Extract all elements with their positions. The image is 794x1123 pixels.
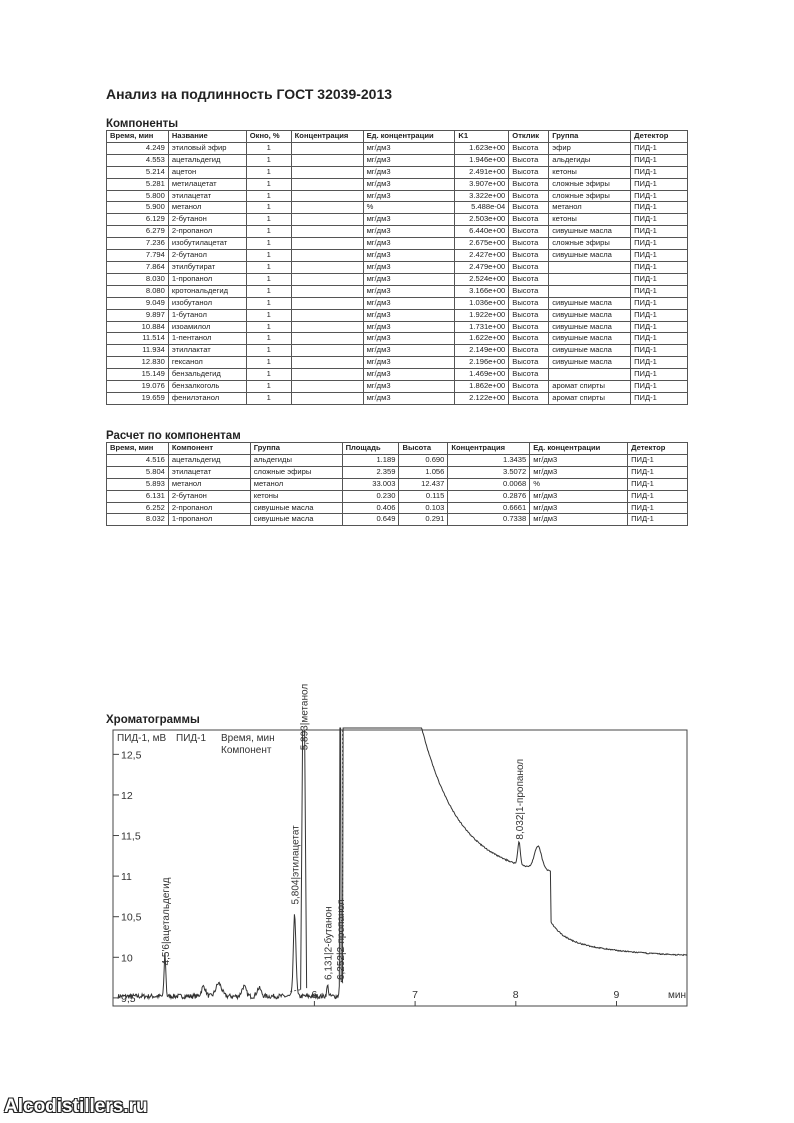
table-cell: 1.623e+00: [455, 142, 509, 154]
table-cell: сивушные масла: [250, 502, 342, 514]
table-cell: 0.406: [342, 502, 399, 514]
calc-heading: Расчет по компонентам: [106, 430, 241, 442]
table-cell: ацетальдегид: [168, 154, 246, 166]
table-cell: 2-бутанон: [168, 214, 246, 226]
table-cell: Высота: [509, 142, 549, 154]
legend-time: Время, мин: [221, 733, 275, 744]
table-cell: 1: [246, 357, 291, 369]
chart-frame: [113, 730, 687, 1006]
table-cell: 3.5072: [448, 466, 530, 478]
table-cell: ацетальдегид: [168, 454, 250, 466]
table-cell: 1: [246, 333, 291, 345]
table-cell: мг/дм3: [363, 250, 455, 262]
table-cell: мг/дм3: [363, 309, 455, 321]
table-cell: ПИД-1: [628, 478, 688, 490]
column-header: Название: [168, 131, 246, 143]
table-cell: Высота: [509, 285, 549, 297]
table-cell: 2-пропанол: [168, 502, 250, 514]
table-cell: 1: [246, 261, 291, 273]
column-header: Компонент: [168, 443, 250, 455]
table-cell: 3.166e+00: [455, 285, 509, 297]
table-cell: ПИД-1: [631, 285, 688, 297]
table-cell: 2.122e+00: [455, 392, 509, 404]
table-cell: 19.659: [107, 392, 169, 404]
table-cell: эфир: [549, 142, 631, 154]
table-cell: метилацетат: [168, 178, 246, 190]
table-cell: 5.800: [107, 190, 169, 202]
table-cell: 33.003: [342, 478, 399, 490]
table-cell: мг/дм3: [363, 369, 455, 381]
table-cell: 1: [246, 154, 291, 166]
table-cell: 0.115: [399, 490, 448, 502]
table-cell: ПИД-1: [631, 154, 688, 166]
table-cell: 2.524e+00: [455, 273, 509, 285]
table-cell: 1: [246, 142, 291, 154]
table-cell: 1.731e+00: [455, 321, 509, 333]
table-cell: альдегиды: [549, 154, 631, 166]
table-cell: мг/дм3: [363, 142, 455, 154]
table-cell: фенилэтанол: [168, 392, 246, 404]
table-cell: ПИД-1: [628, 514, 688, 526]
table-cell: мг/дм3: [530, 502, 628, 514]
table-cell: ПИД-1: [631, 226, 688, 238]
table-cell: 12.830: [107, 357, 169, 369]
table-cell: Высота: [509, 369, 549, 381]
table-cell: 1: [246, 250, 291, 262]
table-cell: 1: [246, 369, 291, 381]
table-cell: 2.675e+00: [455, 238, 509, 250]
table-cell: мг/дм3: [363, 178, 455, 190]
legend-component: Компонент: [221, 745, 272, 756]
table-cell: 2-бутанон: [168, 490, 250, 502]
table-cell: 1: [246, 214, 291, 226]
table-cell: Высота: [509, 261, 549, 273]
table-cell: 5.281: [107, 178, 169, 190]
table-cell: кетоны: [250, 490, 342, 502]
table-cell: 1-пропанол: [168, 273, 246, 285]
table-cell: 2-пропанол: [168, 226, 246, 238]
table-cell: 1: [246, 166, 291, 178]
table-cell: мг/дм3: [363, 321, 455, 333]
table-cell: 3.907e+00: [455, 178, 509, 190]
table-cell: 1: [246, 190, 291, 202]
table-cell: метанол: [250, 478, 342, 490]
table-cell: 0.690: [399, 454, 448, 466]
peak-label: 8,032|1-пропанол: [515, 758, 527, 840]
y-tick-label: 9,5: [121, 992, 136, 1005]
table-cell: 1.056: [399, 466, 448, 478]
table-cell: 1.189: [342, 454, 399, 466]
table-cell: сложные эфиры: [549, 190, 631, 202]
table-cell: ПИД-1: [631, 142, 688, 154]
table-cell: сивушные масла: [549, 345, 631, 357]
column-header: Ед. концентрации: [530, 443, 628, 455]
table-cell: метанол: [549, 202, 631, 214]
table-cell: Высота: [509, 238, 549, 250]
table-cell: альдегиды: [250, 454, 342, 466]
table-cell: бензалкоголь: [168, 381, 246, 393]
table-cell: кетоны: [549, 166, 631, 178]
table-cell: Высота: [509, 381, 549, 393]
table-cell: 0.0068: [448, 478, 530, 490]
table-cell: 1.622e+00: [455, 333, 509, 345]
table-cell: 1: [246, 381, 291, 393]
column-header: Группа: [250, 443, 342, 455]
table-cell: мг/дм3: [363, 345, 455, 357]
table-cell: 0.291: [399, 514, 448, 526]
table-cell: 12.437: [399, 478, 448, 490]
table-cell: Высота: [509, 202, 549, 214]
table-cell: ПИД-1: [631, 309, 688, 321]
table-cell: 1: [246, 285, 291, 297]
table-cell: изобутилацетат: [168, 238, 246, 250]
table-cell: Высота: [509, 178, 549, 190]
table-cell: 4.516: [107, 454, 169, 466]
table-cell: Высота: [509, 297, 549, 309]
table-cell: 0.649: [342, 514, 399, 526]
peak-label: 6,252|2-пропанол: [335, 899, 347, 981]
table-cell: 1-бутанол: [168, 309, 246, 321]
table-cell: 2.196e+00: [455, 357, 509, 369]
table-cell: 19.076: [107, 381, 169, 393]
table-cell: этиловый эфир: [168, 142, 246, 154]
table-cell: ПИД-1: [631, 321, 688, 333]
table-cell: мг/дм3: [363, 214, 455, 226]
table-cell: Высота: [509, 214, 549, 226]
table-cell: 1.946e+00: [455, 154, 509, 166]
table-cell: 1.922e+00: [455, 309, 509, 321]
table-cell: 9.049: [107, 297, 169, 309]
table-cell: сивушные масла: [549, 309, 631, 321]
peak-methanol: [301, 730, 307, 990]
table-cell: кротональдегид: [168, 285, 246, 297]
table-cell: 7.236: [107, 238, 169, 250]
table-cell: 5.804: [107, 466, 169, 478]
table-cell: 4.553: [107, 154, 169, 166]
table-cell: ПИД-1: [628, 466, 688, 478]
x-tick-label: 7: [412, 989, 418, 1001]
table-cell: 6.129: [107, 214, 169, 226]
table-cell: 0.230: [342, 490, 399, 502]
peak-label: 5,804|этилацетат: [290, 825, 302, 905]
table-cell: ПИД-1: [631, 381, 688, 393]
y-tick-label: 11: [121, 871, 132, 884]
table-cell: 2.149e+00: [455, 345, 509, 357]
table-cell: ПИД-1: [631, 250, 688, 262]
column-header: Детектор: [628, 443, 688, 455]
table-cell: ацетон: [168, 166, 246, 178]
table-cell: Высота: [509, 190, 549, 202]
table-cell: ПИД-1: [631, 202, 688, 214]
column-header: Время, мин: [107, 443, 169, 455]
table-cell: 3.322e+00: [455, 190, 509, 202]
column-header: K1: [455, 131, 509, 143]
table-cell: сивушные масла: [250, 514, 342, 526]
table-cell: Высота: [509, 226, 549, 238]
table-cell: 7.794: [107, 250, 169, 262]
x-unit-label: мин: [668, 990, 686, 1001]
components-heading: Компоненты: [106, 118, 179, 130]
table-cell: 6.440e+00: [455, 226, 509, 238]
table-cell: 1: [246, 392, 291, 404]
table-cell: этилбутират: [168, 261, 246, 273]
table-cell: ПИД-1: [631, 357, 688, 369]
table-cell: Высота: [509, 154, 549, 166]
table-cell: мг/дм3: [363, 261, 455, 273]
peak-label: 4,5'6|ацетальдегид: [160, 877, 172, 966]
column-header: Детектор: [631, 131, 688, 143]
table-cell: кетоны: [549, 214, 631, 226]
column-header: Время, мин: [107, 131, 169, 143]
table-cell: Высота: [509, 333, 549, 345]
table-cell: мг/дм3: [363, 166, 455, 178]
table-cell: 7.864: [107, 261, 169, 273]
table-cell: 5.214: [107, 166, 169, 178]
page-title: Анализ на подлинность ГОСТ 32039-2013: [106, 86, 393, 102]
detector-label: ПИД-1: [176, 733, 207, 744]
table-cell: мг/дм3: [530, 514, 628, 526]
table-cell: 1: [246, 238, 291, 250]
table-cell: 2.503e+00: [455, 214, 509, 226]
table-cell: 6.279: [107, 226, 169, 238]
y-tick-label: 10: [121, 952, 133, 965]
table-cell: Высота: [509, 250, 549, 262]
table-cell: мг/дм3: [363, 381, 455, 393]
table-cell: Высота: [509, 166, 549, 178]
table-cell: 1.862e+00: [455, 381, 509, 393]
table-cell: 9.897: [107, 309, 169, 321]
table-cell: изоамилол: [168, 321, 246, 333]
peak-label: 6,131|2-бутанон: [323, 906, 335, 981]
table-cell: Высота: [509, 357, 549, 369]
table-cell: мг/дм3: [363, 297, 455, 309]
table-cell: 2.359: [342, 466, 399, 478]
table-cell: мг/дм3: [363, 154, 455, 166]
x-tick-label: 9: [613, 989, 620, 1001]
column-header: Концентрация: [291, 131, 363, 143]
table-cell: 1-пропанол: [168, 514, 250, 526]
table-cell: ПИД-1: [628, 454, 688, 466]
column-header: Отклик: [509, 131, 549, 143]
table-cell: мг/дм3: [363, 238, 455, 250]
table-cell: 5.893: [107, 478, 169, 490]
table-cell: 0.6661: [448, 502, 530, 514]
table-cell: мг/дм3: [530, 466, 628, 478]
table-cell: 6.252: [107, 502, 169, 514]
table-cell: 1-пентанол: [168, 333, 246, 345]
table-cell: сложные эфиры: [549, 178, 631, 190]
table-cell: ПИД-1: [628, 502, 688, 514]
chart-ticks: [113, 749, 620, 1006]
table-cell: Высота: [509, 321, 549, 333]
table-cell: мг/дм3: [363, 273, 455, 285]
table-cell: мг/дм3: [363, 333, 455, 345]
table-cell: гексанол: [168, 357, 246, 369]
table-cell: метанол: [168, 202, 246, 214]
table-cell: 1: [246, 202, 291, 214]
table-cell: 8.032: [107, 514, 169, 526]
table-cell: 10.884: [107, 321, 169, 333]
table-cell: ПИД-1: [631, 333, 688, 345]
table-cell: ПИД-1: [631, 214, 688, 226]
table-cell: мг/дм3: [363, 392, 455, 404]
column-header: Группа: [549, 131, 631, 143]
y-axis-label: ПИД-1, мВ: [117, 733, 167, 744]
table-cell: изобутанол: [168, 297, 246, 309]
table-cell: 1: [246, 178, 291, 190]
table-cell: Высота: [509, 345, 549, 357]
table-cell: ПИД-1: [631, 178, 688, 190]
table-cell: ПИД-1: [631, 345, 688, 357]
table-cell: 0.7338: [448, 514, 530, 526]
table-cell: 1: [246, 345, 291, 357]
table-cell: мг/дм3: [530, 490, 628, 502]
table-cell: 0.103: [399, 502, 448, 514]
table-cell: ПИД-1: [628, 490, 688, 502]
y-tick-label: 11,5: [121, 830, 141, 843]
table-cell: 11.934: [107, 345, 169, 357]
table-cell: сложные эфиры: [250, 466, 342, 478]
table-cell: Высота: [509, 392, 549, 404]
table-cell: 8.030: [107, 273, 169, 285]
table-cell: этилацетат: [168, 466, 250, 478]
table-cell: 1: [246, 309, 291, 321]
table-cell: мг/дм3: [363, 357, 455, 369]
table-cell: 2.479e+00: [455, 261, 509, 273]
column-header: Окно, %: [246, 131, 291, 143]
table-cell: 4.249: [107, 142, 169, 154]
table-cell: сивушные масла: [549, 321, 631, 333]
table-cell: 8.080: [107, 285, 169, 297]
table-cell: этилацетат: [168, 190, 246, 202]
table-cell: 1.3435: [448, 454, 530, 466]
y-tick-label: 10,5: [121, 911, 142, 924]
table-cell: %: [530, 478, 628, 490]
table-cell: сивушные масла: [549, 357, 631, 369]
watermark-text: Alcodistillers.ru: [4, 1096, 148, 1117]
table-cell: сивушные масла: [549, 333, 631, 345]
table-cell: ПИД-1: [631, 166, 688, 178]
table-cell: 15.149: [107, 369, 169, 381]
column-header: Высота: [399, 443, 448, 455]
table-cell: 1: [246, 226, 291, 238]
table-cell: ПИД-1: [631, 392, 688, 404]
table-cell: Высота: [509, 309, 549, 321]
table-cell: бензальдегид: [168, 369, 246, 381]
table-cell: 2.427e+00: [455, 250, 509, 262]
table-cell: 11.514: [107, 333, 169, 345]
table-cell: метанол: [168, 478, 250, 490]
table-cell: 1.036e+00: [455, 297, 509, 309]
table-cell: Высота: [509, 273, 549, 285]
table-cell: ПИД-1: [631, 238, 688, 250]
column-header: Площадь: [342, 443, 399, 455]
table-cell: ПИД-1: [631, 261, 688, 273]
table-cell: 2.491e+00: [455, 166, 509, 178]
table-cell: ПИД-1: [631, 369, 688, 381]
peak-label: 5,893|метанол: [299, 683, 311, 751]
table-cell: сивушные масла: [549, 297, 631, 309]
table-cell: 1: [246, 273, 291, 285]
table-cell: мг/дм3: [530, 454, 628, 466]
table-cell: 1: [246, 321, 291, 333]
chromatogram-heading: Хроматограммы: [106, 714, 200, 726]
column-header: Концентрация: [448, 443, 530, 455]
table-cell: сивушные масла: [549, 226, 631, 238]
table-cell: 0.2876: [448, 490, 530, 502]
table-cell: ПИД-1: [631, 190, 688, 202]
table-cell: сложные эфиры: [549, 238, 631, 250]
y-tick-label: 12: [121, 789, 133, 802]
table-cell: ПИД-1: [631, 297, 688, 309]
table-cell: 1: [246, 297, 291, 309]
x-tick-label: 8: [512, 989, 519, 1001]
table-cell: сивушные масла: [549, 250, 631, 262]
table-cell: 5.900: [107, 202, 169, 214]
table-cell: ПИД-1: [631, 273, 688, 285]
y-tick-label: 12,5: [121, 749, 142, 762]
table-cell: аромат спирты: [549, 392, 631, 404]
table-cell: аромат спирты: [549, 381, 631, 393]
table-cell: 2-бутанол: [168, 250, 246, 262]
table-cell: мг/дм3: [363, 226, 455, 238]
table-cell: мг/дм3: [363, 190, 455, 202]
table-cell: этиллактат: [168, 345, 246, 357]
column-header: Ед. концентрации: [363, 131, 455, 143]
table-cell: мг/дм3: [363, 285, 455, 297]
chromatogram-trace: [118, 728, 687, 999]
x-tick-label: 6: [311, 989, 318, 1001]
table-cell: 5.488e-04: [455, 202, 509, 214]
table-cell: 1.469e+00: [455, 369, 509, 381]
table-cell: 6.131: [107, 490, 169, 502]
table-cell: %: [363, 202, 455, 214]
